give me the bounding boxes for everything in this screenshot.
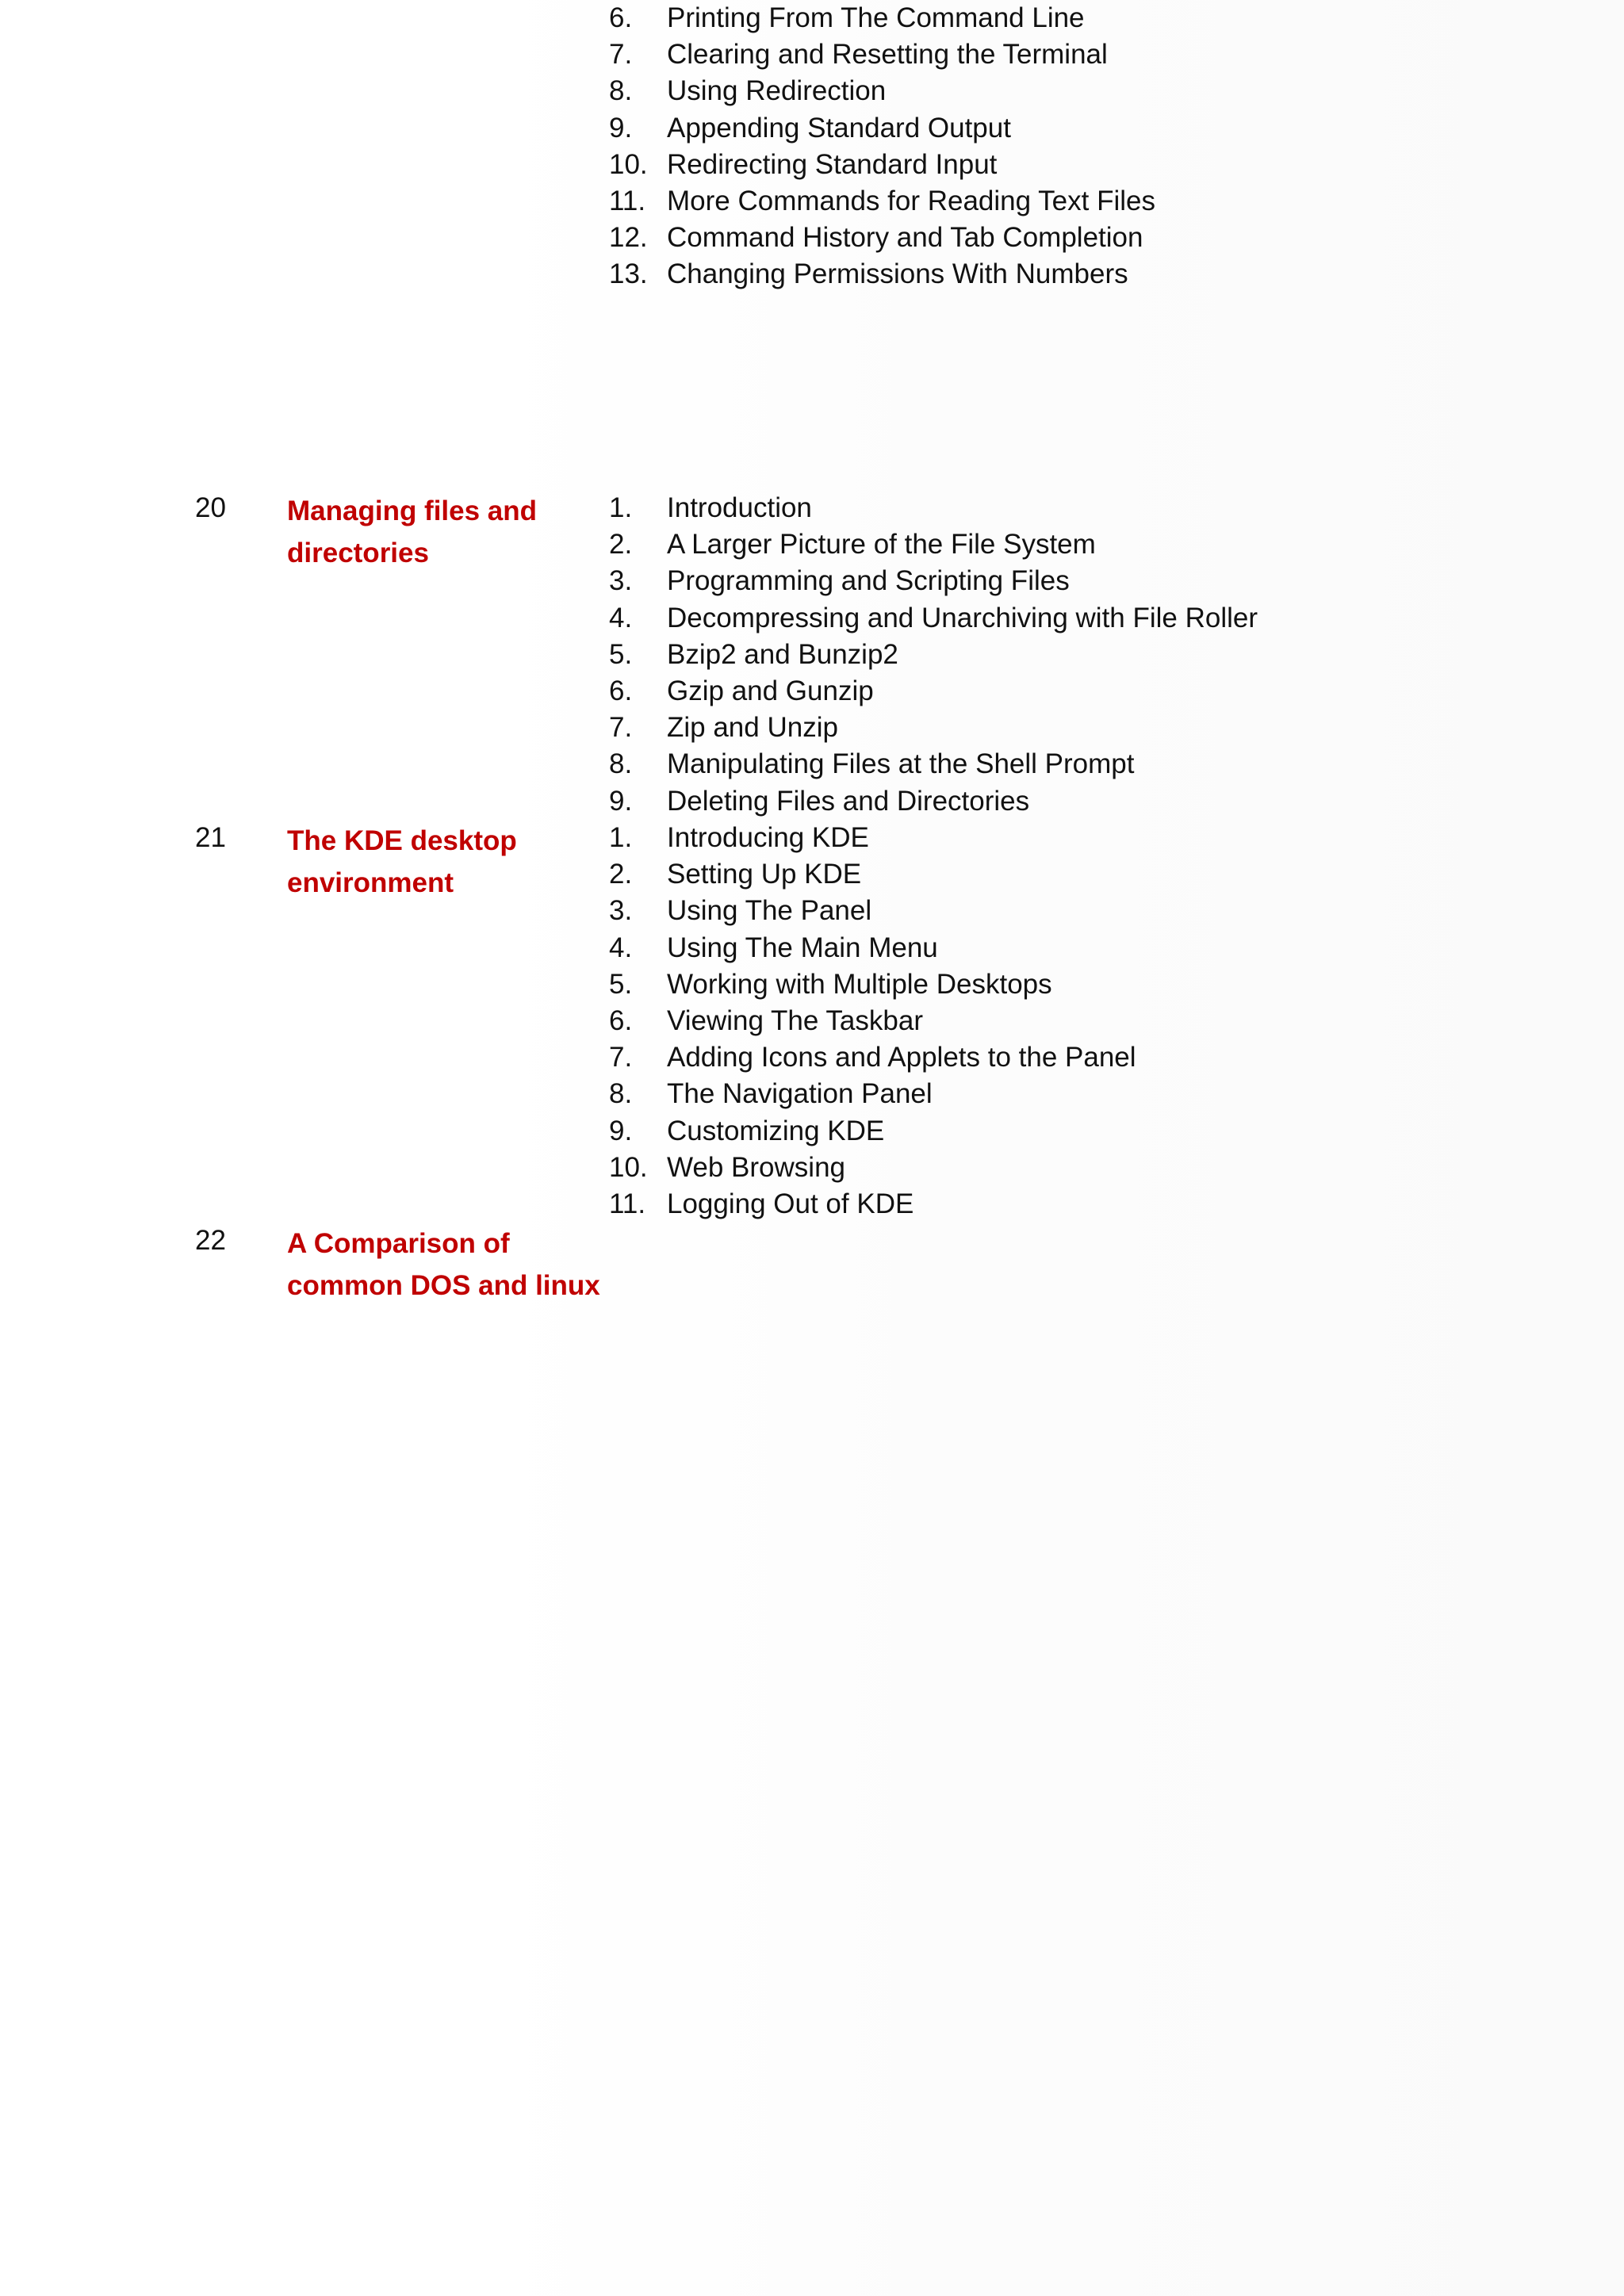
topic-number: 8. [609,1078,633,1110]
topic-title: Introducing KDE [667,822,869,853]
topic-number: 1. [609,822,633,853]
topic-title: Using Redirection [667,75,887,107]
topic-number: 2. [609,859,633,890]
topic-title: Printing From The Command Line [667,2,1085,33]
topic-number: 3. [609,895,633,927]
topic-title: Viewing The Taskbar [667,1004,923,1036]
topic-number: 9. [609,112,633,144]
topic-title: Redirecting Standard Input [667,148,998,180]
module-title: Managing files and directories [287,496,538,568]
topic-title: Logging Out of KDE [667,1188,914,1219]
topic-title: Introduction [667,492,812,523]
topic-title: Adding Icons and Applets to the Panel [667,1042,1136,1073]
topic-title: Zip and Unzip [667,712,838,744]
topic-title: Gzip and Gunzip [667,675,874,706]
module-title: The KDE desktop environment [287,825,517,898]
topic-number: 6. [609,675,633,706]
topic-number: 12. [609,222,648,254]
module-number: 20 [195,492,226,523]
topic-number: 10. [609,1151,648,1183]
topic-number: 7. [609,712,633,744]
module-title: A Comparison of common DOS and linux [287,1228,600,1301]
topic-number: 5. [609,968,633,1000]
topic-number: 6. [609,1004,633,1036]
topic-number: 6. [609,2,633,33]
topic-title: More Commands for Reading Text Files [667,185,1155,216]
topic-title: A Larger Picture of the File System [667,529,1096,561]
topic-title: Manipulating Files at the Shell Prompt [667,748,1135,780]
topic-title: Using The Panel [667,895,872,927]
topic-number: 4. [609,932,633,963]
topic-number: 4. [609,602,633,633]
topic-number: 7. [609,1042,633,1073]
topic-number: 11. [609,1188,646,1219]
topic-title: Using The Main Menu [667,932,938,963]
topic-number: 10. [609,148,648,180]
topic-number: 9. [609,1115,633,1146]
topic-title: Bzip2 and Bunzip2 [667,638,898,670]
topic-title: Working with Multiple Desktops [667,968,1052,1000]
topic-title: Command History and Tab Completion [667,222,1143,254]
topic-number: 11. [609,185,646,216]
topic-number: 5. [609,638,633,670]
topic-title: Web Browsing [667,1151,846,1183]
topic-number: 8. [609,75,633,107]
topic-number: 9. [609,785,633,817]
topic-title: Appending Standard Output [667,112,1011,144]
topic-title: Changing Permissions With Numbers [667,258,1128,290]
topic-number: 13. [609,258,648,290]
topic-number: 8. [609,748,633,780]
topic-title: Setting Up KDE [667,859,862,890]
topic-title: Programming and Scripting Files [667,565,1070,597]
topic-title: Decompressing and Unarchiving with File Roller [667,602,1258,633]
topic-title: Clearing and Resetting the Terminal [667,39,1108,71]
module-number: 22 [195,1225,226,1256]
topic-title: Deleting Files and Directories [667,785,1030,817]
topic-number: 3. [609,565,633,597]
topic-number: 7. [609,39,633,71]
topic-number: 2. [609,529,633,561]
topic-number: 1. [609,492,633,523]
topic-title: Customizing KDE [667,1115,885,1146]
module-number: 21 [195,822,226,853]
topic-title: The Navigation Panel [667,1078,933,1110]
